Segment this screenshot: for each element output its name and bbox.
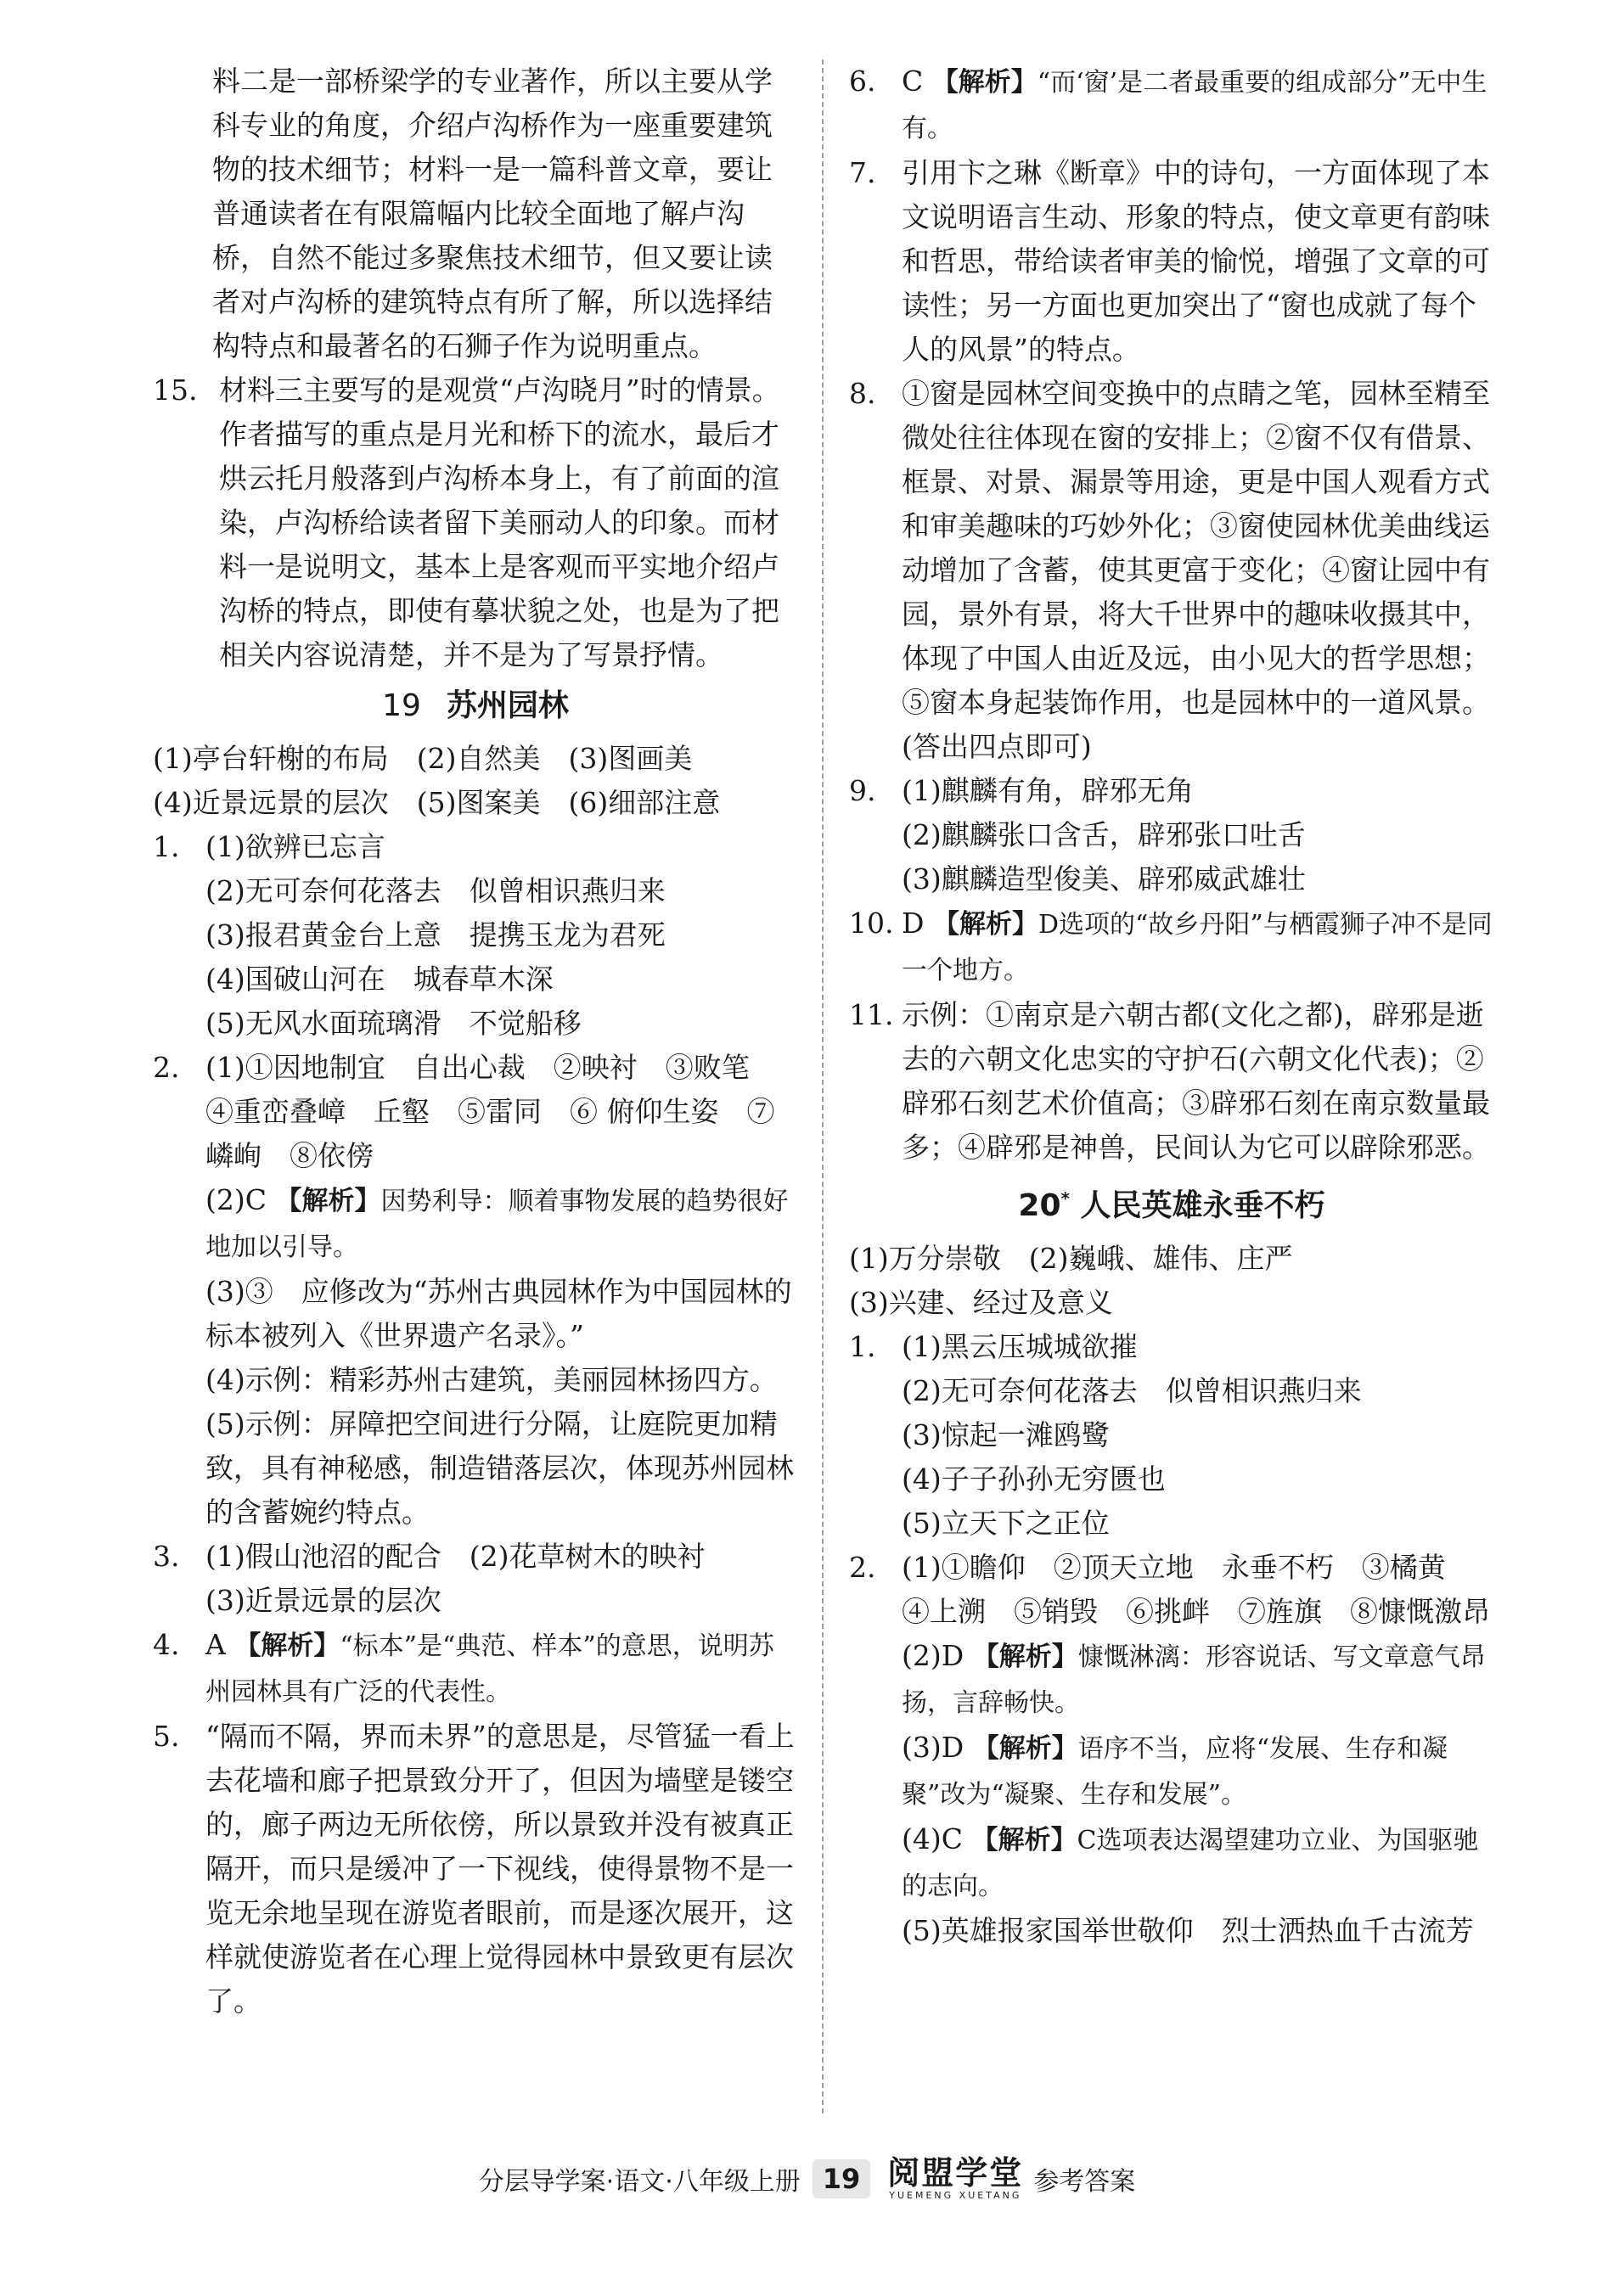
analysis-text: “标本”是“典范、样本”的意思，说明苏州园林具有广泛的代表性。: [205, 1631, 774, 1707]
answer-2: [153, 1046, 798, 1535]
answer-line: (3)惊起一滩鸥鹭: [902, 1418, 1110, 1451]
footer-book-title: 分层导学案·语文·八年级上册: [478, 2167, 801, 2197]
logo-main-text: 阅盟学堂: [887, 2154, 1024, 2192]
answer-line: [902, 1726, 1494, 1817]
analysis-tag: 【解析】: [275, 1186, 381, 1216]
answer-number: 10.: [849, 907, 894, 940]
preview-line-2: (4)近景远景的层次 (5)图案美 (6)细部注意: [153, 786, 721, 819]
logo-sub-text: YUEMENG XUETANG: [889, 2190, 1022, 2201]
answer-line: (4)国破山河在 城春草木深: [205, 963, 554, 996]
analysis-text: “而‘窗’是二者最重要的组成部分”无中生有。: [902, 68, 1487, 143]
answer-number: 15.: [153, 373, 198, 407]
answer-line: (1)麒麟有角，辟邪无角: [902, 774, 1194, 807]
answer-5: [153, 1715, 798, 2024]
answer-text: 材料三主要写的是观赏“卢沟晓月”时的情景。作者描写的重点是月光和桥下的流水，最后才烘云托月般落到卢沟桥本身上，有了前面的渲染，卢沟桥给读者留下美丽动人的印象。而材料一是说明文，基本上是客观而平实地介绍卢沟桥的特点，即使有摹状貌之处，也是为了把相关内容说清楚，并不是为了写景抒情。: [219, 373, 780, 671]
section-title-20: [849, 1173, 1494, 1232]
answer-4: [153, 1623, 798, 1715]
answer-text: 引用卞之琳《断章》中的诗句，一方面体现了本文说明语言生动、形象的特点，使文章更有韵味和哲思，带给读者审美的愉悦，增强了文章的可读性；另一方面也更加突出了“窗也成就了每个人的风景”的特点。: [902, 156, 1490, 366]
answer-line: (2)无可奈何花落去 似曾相识燕归来: [205, 874, 666, 907]
answer-11: [849, 993, 1494, 1170]
answer-9: [849, 769, 1494, 901]
answer-line: (5)立天下之正位: [902, 1507, 1110, 1540]
analysis-tag: 【解析】: [931, 67, 1038, 98]
answer-line: (1)欲辨已忘言: [205, 830, 385, 863]
answer-number: 2.: [153, 1051, 180, 1084]
analysis-tag: 【解析】: [972, 1642, 1078, 1672]
answer-number: 7.: [849, 156, 876, 189]
section-number: 20: [1018, 1188, 1061, 1223]
answer-number: 1.: [153, 830, 180, 863]
preview-line-1: (1)亭台轩榭的布局 (2)自然美 (3)图画美: [153, 742, 693, 775]
answer-choice: D: [902, 907, 925, 940]
answer-line: (4)子子孙孙无穷匮也: [902, 1462, 1166, 1496]
section-number: 19: [382, 688, 421, 723]
answer-choice: (2)D: [902, 1639, 964, 1672]
analysis-text: 语序不当，应将“发展、生存和凝聚”改为“凝聚、生存和发展”。: [902, 1734, 1448, 1810]
preview-line-1: (1)万分崇敬 (2)巍峨、雄伟、庄严: [849, 1242, 1293, 1275]
answer-line: (1)假山池沼的配合 (2)花草树木的映衬: [205, 1540, 706, 1573]
answer-text: “隔而不隔，界而未界”的意思是，尽管猛一看上去花墙和廊子把景致分开了，但因为墙壁是镂空的，廊子两边无所依傍，所以景致并没有被真正隔开，而只是缓冲了一下视线，使得景物不是一览无余地呈现在游览者眼前，而是逐次展开，这样就使游览者在心理上觉得园林中景致更有层次了。: [205, 1720, 795, 2018]
answer-6: [849, 59, 1494, 151]
answer-choice: (4)C: [902, 1822, 963, 1855]
answer-number: 1.: [849, 1330, 876, 1363]
answer-line: (3)近景远景的层次: [205, 1584, 441, 1617]
section-star: *: [1060, 1188, 1070, 1209]
answer-number: 5.: [153, 1720, 180, 1753]
analysis-tag: 【解析】: [971, 1825, 1077, 1855]
answer-number: 2.: [849, 1551, 876, 1584]
answer-15: [153, 368, 798, 677]
answer-choice: (2)C: [205, 1183, 267, 1216]
page-footer: [0, 2149, 1614, 2209]
answer-choice: A: [205, 1628, 226, 1661]
left-column: [153, 59, 798, 2024]
publisher-logo: [887, 2156, 1023, 2202]
answer-number: 4.: [153, 1628, 180, 1661]
answer-number: 11.: [849, 998, 894, 1031]
answer-line: (5)无风水面琉璃滑 不觉船移: [205, 1007, 582, 1040]
analysis-text: C选项表达渴望建功立业、为国驱驰的志向。: [902, 1826, 1479, 1901]
analysis-text: 因势利导：顺着事物发展的趋势很好地加以引导。: [205, 1187, 789, 1262]
answer-line: (1)①因地制宜 自出心裁 ②映衬 ③败笔 ④重峦叠嶂 丘壑 ⑤雷同 ⑥ 俯仰生姿 ⑦嶙峋 ⑧依傍: [205, 1051, 778, 1172]
analysis-text: 慷慨淋漓：形容说话、写文章意气昂扬，言辞畅快。: [902, 1642, 1486, 1718]
answer-line: (3)报君黄金台上意 提携玉龙为君死: [205, 918, 666, 952]
section-title-19: [153, 681, 798, 732]
answer-r1: [849, 1325, 1494, 1546]
preview-line-2: (3)兴建、经过及意义: [849, 1286, 1113, 1319]
answer-line: (1)①瞻仰 ②顶天立地 永垂不朽 ③橘黄 ④上溯 ⑤销毁 ⑥挑衅 ⑦旌旗 ⑧慷慨激昂: [902, 1551, 1490, 1628]
answer-line: [902, 1634, 1494, 1726]
answer-1: [153, 825, 798, 1046]
answer-text: 示例：①南京是六朝古都(文化之都)，辟邪是逝去的六朝文化忠实的守护石(六朝文化代表)；②辟邪石刻艺术价值高；③辟邪石刻在南京数量最多；④辟邪是神兽，民间认为它可以辟除邪恶。: [902, 998, 1490, 1164]
answer-line: (3)麒麟造型俊美、辟邪威武雄壮: [902, 862, 1306, 895]
answer-line: (3)③ 应修改为“苏州古典园林作为中国园林的标本被列入《世界遗产名录》。”: [205, 1275, 792, 1352]
answer-number: 8.: [849, 377, 876, 410]
analysis-tag: 【解析】: [234, 1631, 340, 1661]
answer-number: 3.: [153, 1540, 180, 1573]
answer-r2: [849, 1546, 1494, 1953]
answer-8: [849, 372, 1494, 769]
answer-choice: (3)D: [902, 1731, 964, 1764]
section-name: 人民英雄永垂不朽: [1080, 1188, 1325, 1223]
answer-3: [153, 1535, 798, 1623]
footer-section-label: 参考答案: [1033, 2167, 1136, 2197]
answer-number: 6.: [849, 65, 876, 98]
analysis-tag: 【解析】: [932, 909, 1038, 940]
answer-line: [205, 1178, 798, 1270]
answer-text: ①窗是园林空间变换中的点睛之笔，园林至精至微处往往体现在窗的安排上；②窗不仅有借景、框景、对景、漏景等用途，更是中国人观看方式和审美趣味的巧妙外化；③窗使园林优美曲线运动增加了含蓄，使其更富于变化；④窗让园中有园，景外有景，将大千世界中的趣味收摄其中，体现了中国人由近及远，由小见大的哲学思想；⑤窗本身起装饰作用，也是园林中的一道风景。(答出四点即可): [902, 377, 1490, 763]
answer-line: (1)黑云压城城欲摧: [902, 1330, 1138, 1363]
section-name: 苏州园林: [446, 688, 569, 723]
column-divider: [822, 59, 824, 2114]
answer-line: [902, 1817, 1494, 1909]
answer-line: (5)示例：屏障把空间进行分隔，让庭院更加精致，具有神秘感，制造错落层次，体现苏州园林的含蓄婉约特点。: [205, 1407, 794, 1529]
answer-line: (2)无可奈何花落去 似曾相识燕归来: [902, 1374, 1362, 1407]
answer-continuation: 料二是一部桥梁学的专业著作，所以主要从学科专业的角度，介绍卢沟桥作为一座重要建筑物的技术细节；材料一是一篇科普文章，要让普通读者在有限篇幅内比较全面地了解卢沟桥，自然不能过多聚焦技术细节，但又要让读者对卢沟桥的建筑特点有所了解，所以选择结构特点和最著名的石狮子作为说明重点。: [212, 65, 773, 362]
answer-number: 9.: [849, 774, 876, 807]
answer-10: [849, 901, 1494, 993]
answer-7: [849, 151, 1494, 372]
answer-line: (5)英雄报家国举世敬仰 烈士洒热血千古流芳: [902, 1914, 1474, 1947]
page-number: 19: [813, 2159, 871, 2198]
answer-line: (2)麒麟张口含舌，辟邪张口吐舌: [902, 818, 1306, 851]
answer-line: (4)示例：精彩苏州古建筑，美丽园林扬四方。: [205, 1363, 778, 1396]
analysis-text: D选项的“故乡丹阳”与栖霞狮子冲不是同一个地方。: [902, 910, 1493, 985]
answer-choice: C: [902, 65, 924, 98]
analysis-tag: 【解析】: [972, 1733, 1078, 1764]
right-column: [849, 59, 1494, 1953]
